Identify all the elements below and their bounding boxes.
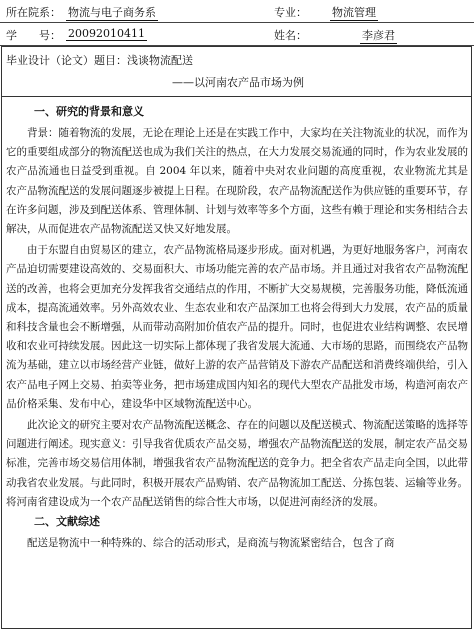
header-row-department	[0, 0, 474, 23]
title-divider	[1, 96, 472, 97]
paragraph: 此次论文的研究主要对农产品物流配送概念、存在的问题以及配送模式、物流配送策略的选择等问题进行阐述。现实意义：引导我省优质农产品交易，增强农产品物流配送的发展，制定农产品交易标准，完善市场交易信用体制，增强我省农产品物流配送的竞争力。把全省农产品走向全国，以此带动我省农业发展。与此同时，积极开展农产品购销、农产品物流加工配送、分拣包装、运输等业务。将河南省建设成为一个农产品配送销售的综合性大市场，以促进河南经济的发展。	[6, 419, 468, 508]
section-heading: 一、研究的背景和意义	[34, 105, 144, 118]
department-label: 所在院系：	[6, 6, 61, 19]
section-background	[6, 104, 468, 512]
major-label: 专业：	[274, 6, 307, 19]
header-row-student	[0, 23, 474, 46]
name-label: 姓名：	[274, 29, 307, 42]
department-value: 物流与电子商务系	[68, 6, 156, 19]
section-heading: 二、文献综述	[34, 515, 100, 529]
student-id-value: 20092010411	[68, 27, 145, 40]
student-name-value: 李彦君	[362, 29, 395, 42]
major-value: 物流管理	[332, 6, 376, 19]
paragraph: 背景：随着物流的发展，无论在理论上还是在实践工作中，大家均在关注物流业的状况，而作为它的重要组成部分的物流配送也成为我们关注的热点，在大力发展交易流通的同时，作为农业发展的农产品流通也日益受到重视。自 2004 年以来，随着中央对农业问题的高度重视，农业物流尤其是农产品物流配送的发展问题逐步被提上日程。在现阶段，农产品物流配送作为供应链的重要环节，存在许多问题，涉及到配送体系、管理体制、计划与效率等多个方面，这些有赖于理论和实务相结合去解决，从而促进农产品物流配送又快又好地发展。	[6, 127, 468, 236]
section-literature-review	[6, 514, 468, 553]
paragraph: 由于东盟自由贸易区的建立，农产品物流格局逐步形成。面对机遇，为更好地服务客户，河南农产品迫切需要建设高效的、交易面积大、市场功能完善的农产品市场。并且通过对我省农产品物流配送的改善，也将会更加充分发挥我省交通结点的作用，不断扩大交易规模，完善服务功能，降低流通成本，提高流通效率。另外高效农业、生态农业和农产品深加工也将会得到大力发展，农产品的质量和科技含量也会不断增强，从而带动高附加价值农产品的提升。同时，也促进农业结构调整、农民增收和农业可持续发展。因此这一切实际上都体现了我省发展大流通、大市场的思路，而围绕农产品物流为基础，建立以市场经营产业链，做好上游的农产品营销及下游农产品配送和消费终端供给，引入农产品电子网上交易、拍卖等业务，把市场建成国内知名的现代大型农产品批发市场，构造河南农产品价格采集、发布中心，建设华中区域物流配送中心。	[6, 244, 468, 410]
student-id-label: 学 号：	[6, 29, 61, 42]
thesis-subtitle: ——以河南农产品市场为例	[172, 76, 304, 89]
document-body	[6, 104, 468, 555]
thesis-title: 毕业设计（论文）题目：浅谈物流配送	[6, 54, 193, 67]
paragraph: 配送是物流中一种特殊的、综合的活动形式，是商流与物流紧密结合，包含了商	[27, 537, 395, 550]
